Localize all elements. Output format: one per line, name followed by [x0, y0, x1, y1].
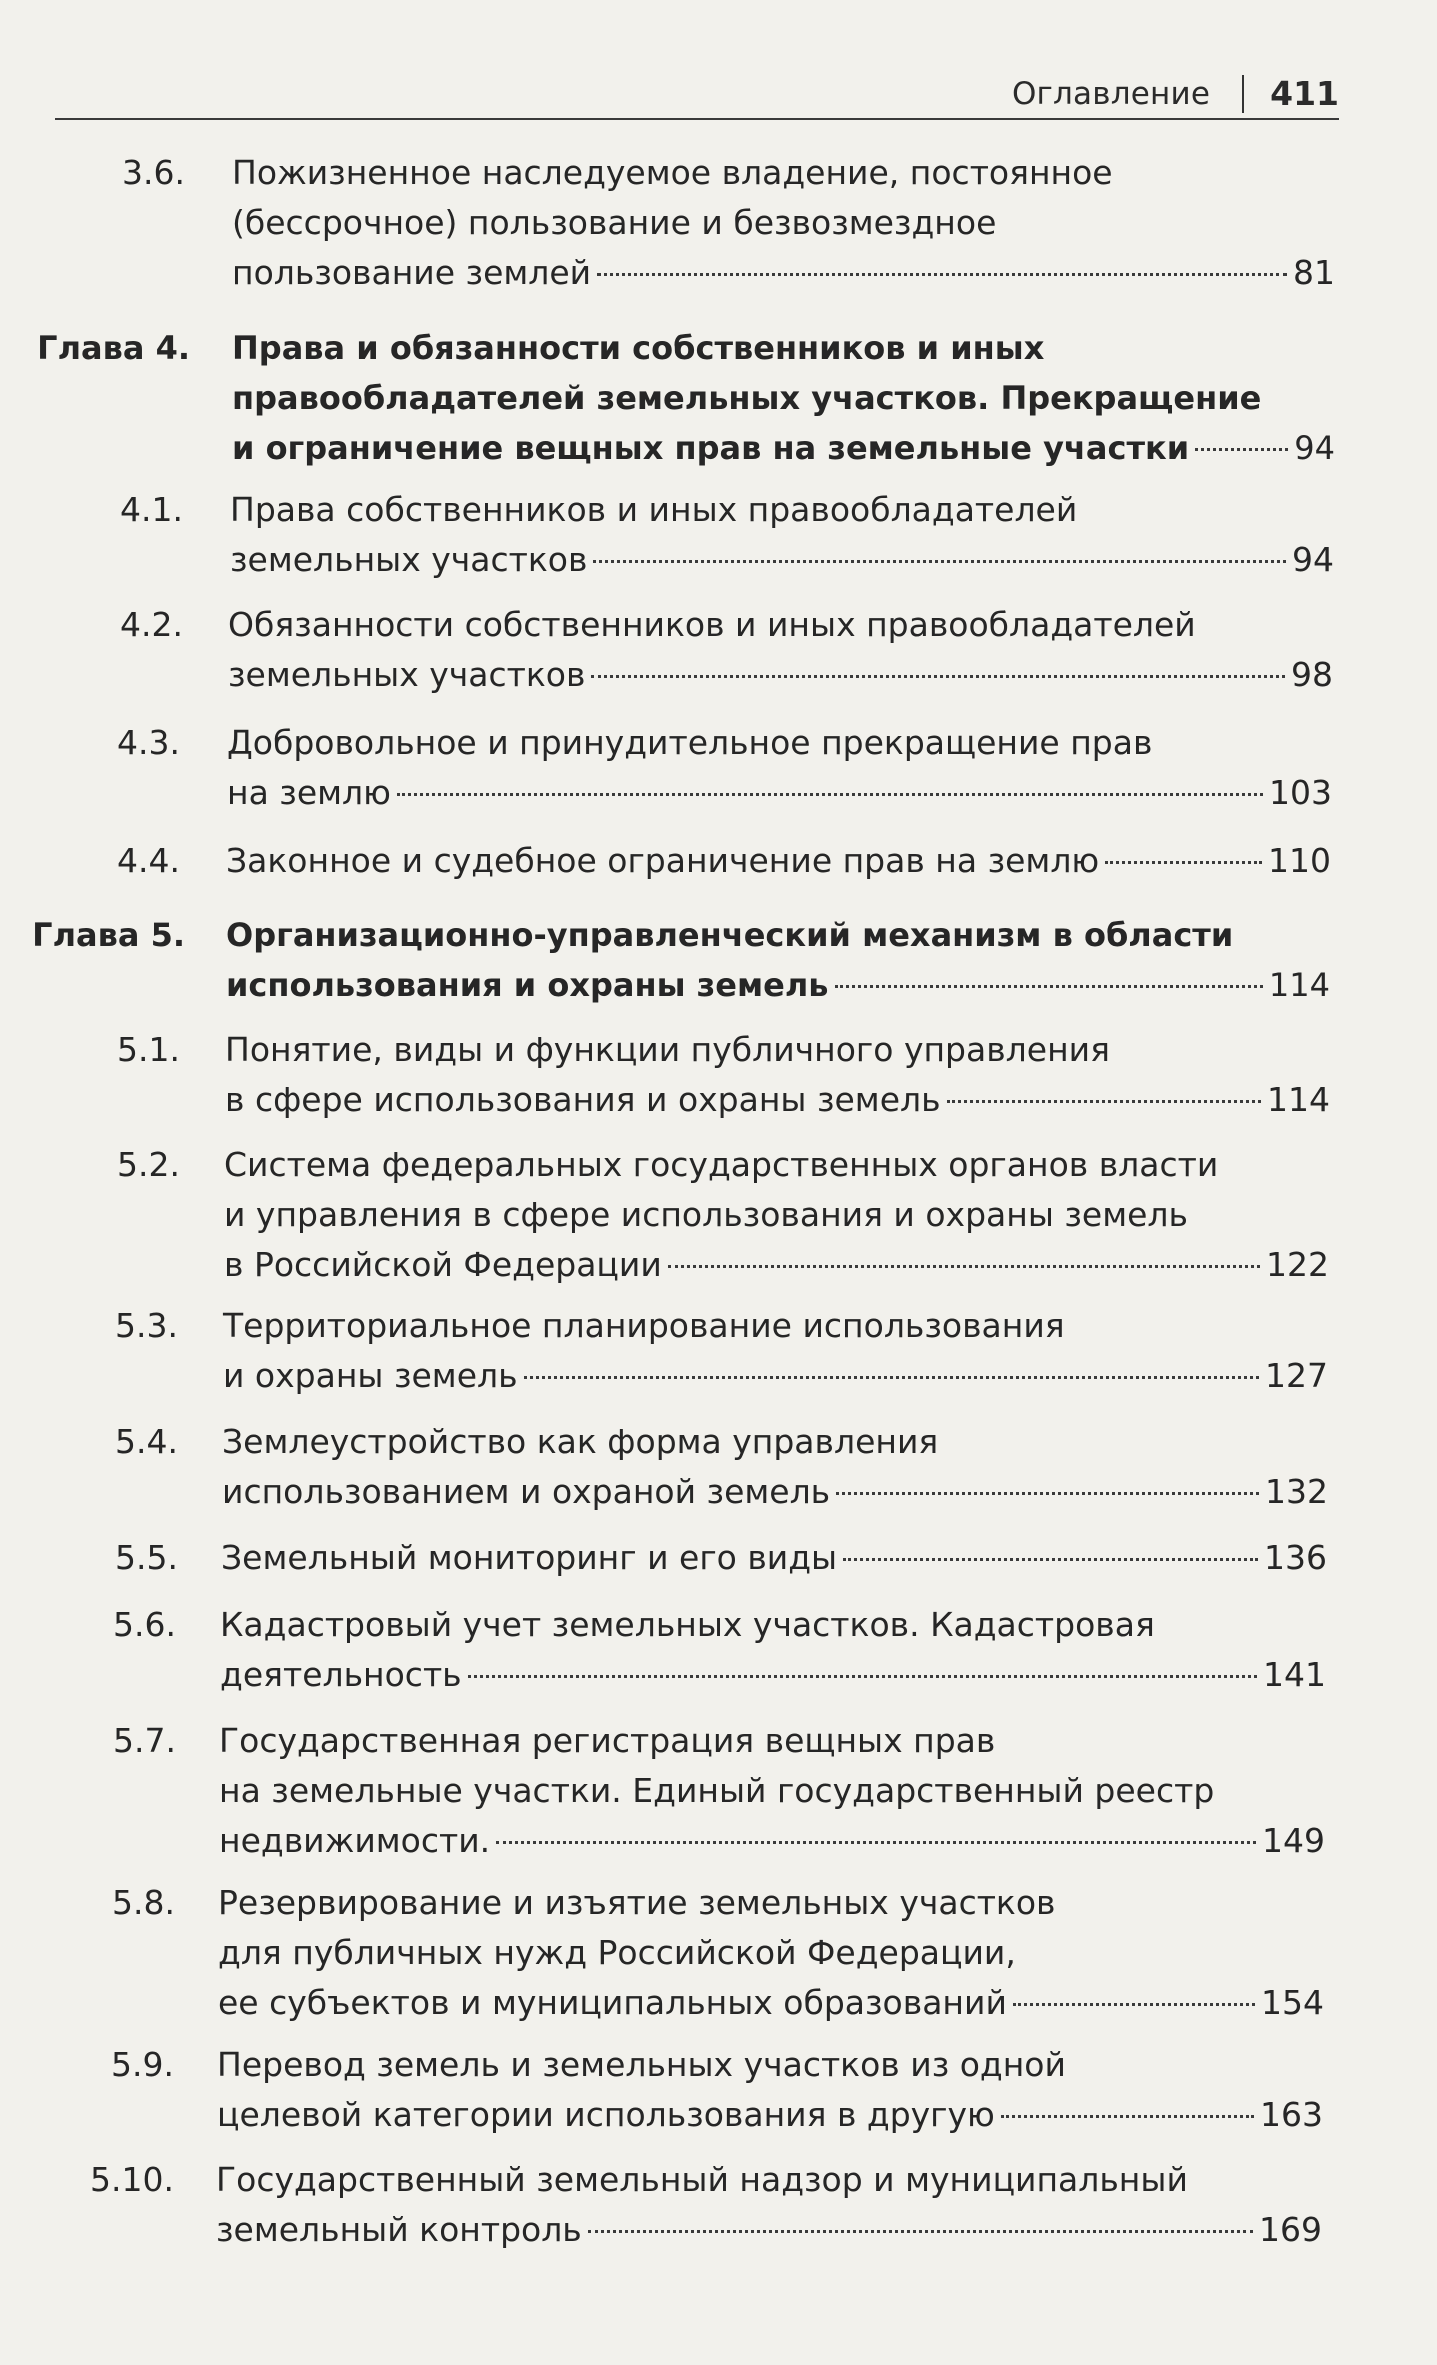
- toc-entry-title: [216, 2155, 1322, 2255]
- toc-title-text: земельный контроль: [216, 2210, 582, 2249]
- toc-entry-number: 5.10.: [90, 2160, 174, 2199]
- toc-title-text: Земельный мониторинг и его виды: [221, 1538, 838, 1577]
- dot-leader: [496, 1841, 1256, 1844]
- toc-entry-number: Глава 5.: [32, 916, 185, 954]
- toc-entry-number: 5.6.: [113, 1605, 176, 1644]
- dot-leader: [593, 560, 1286, 563]
- toc-title-line: [222, 1467, 1328, 1517]
- dot-leader: [591, 675, 1285, 678]
- toc-page-number: 94: [1292, 540, 1334, 579]
- toc-entry-number: 4.4.: [117, 841, 180, 880]
- toc-page-number: 81: [1293, 253, 1335, 292]
- toc-title-line: Кадастровый учет земельных участков. Кадастровая: [220, 1605, 1155, 1644]
- toc-title-line: Добровольное и принудительное прекращение прав: [227, 723, 1153, 762]
- toc-entry-number: Глава 4.: [37, 329, 190, 367]
- toc-title-line: [225, 1075, 1330, 1125]
- toc-entry-title: [227, 718, 1332, 818]
- header-rule: [55, 118, 1339, 120]
- toc-title-text: земельных участков: [228, 655, 586, 694]
- toc-entry-number: 5.9.: [111, 2045, 174, 2084]
- toc-page-number: 136: [1264, 1538, 1327, 1577]
- toc-title-line: Права собственников и иных правообладателей: [230, 490, 1078, 529]
- dot-leader: [835, 985, 1263, 988]
- toc-title-text: ее субъектов и муниципальных образований: [218, 1983, 1007, 2022]
- dot-leader: [947, 1100, 1261, 1103]
- toc-title-line: Перевод земель и земельных участков из одной: [217, 2045, 1066, 2084]
- toc-entry-title: [226, 836, 1331, 886]
- toc-title-text: недвижимости.: [219, 1821, 491, 1860]
- toc-title-line: Государственная регистрация вещных прав: [219, 1721, 996, 1760]
- toc-title-line: [226, 960, 1330, 1010]
- toc-title-text: использования и охраны земель: [226, 966, 829, 1004]
- toc-entry-title: [232, 323, 1335, 473]
- dot-leader: [468, 1675, 1257, 1678]
- toc-entry-title: [217, 2040, 1323, 2140]
- toc-title-line: Права и обязанности собственников и иных: [232, 329, 1045, 367]
- dot-leader: [836, 1492, 1259, 1495]
- toc-title-line: Система федеральных государственных органов власти: [224, 1145, 1219, 1184]
- toc-entry-number: 4.3.: [117, 723, 180, 762]
- toc-entry-number: 5.8.: [112, 1883, 175, 1922]
- toc-page-number: 114: [1268, 966, 1330, 1004]
- toc-title-text: на землю: [227, 773, 391, 812]
- toc-entry-number: 5.4.: [115, 1422, 178, 1461]
- toc-page-number: 141: [1263, 1655, 1326, 1694]
- toc-title-line: [228, 650, 1333, 700]
- toc-page-number: 132: [1265, 1472, 1328, 1511]
- toc-entry-title: [218, 1878, 1324, 2028]
- toc-entry-number: 3.6.: [122, 153, 185, 192]
- toc-title-line: Пожизненное наследуемое владение, постоянное: [232, 153, 1113, 192]
- toc-entry-title: [222, 1417, 1328, 1517]
- toc-title-line: Организационно-управленческий механизм в области: [226, 916, 1234, 954]
- toc-title-text: пользование землей: [232, 253, 592, 292]
- toc-entry-number: 5.5.: [115, 1538, 178, 1577]
- toc-page-number: 127: [1265, 1356, 1328, 1395]
- toc-page-number: 169: [1259, 2210, 1322, 2249]
- toc-title-line: [220, 1650, 1326, 1700]
- toc-entry-number: 5.3.: [115, 1306, 178, 1345]
- toc-entry-title: [223, 1301, 1328, 1401]
- dot-leader: [588, 2230, 1253, 2233]
- toc-title-text: деятельность: [220, 1655, 462, 1694]
- toc-entry-title: [224, 1140, 1329, 1290]
- toc-title-line: Государственный земельный надзор и муниципальный: [216, 2160, 1188, 2199]
- toc-title-line: Землеустройство как форма управления: [222, 1422, 939, 1461]
- page-number: 411: [1270, 74, 1339, 113]
- toc-title-text: в Российской Федерации: [224, 1245, 662, 1284]
- dot-leader: [668, 1265, 1260, 1268]
- toc-page-number: 94: [1294, 429, 1335, 467]
- toc-entry-title: [225, 1025, 1330, 1125]
- toc-entry-title: [226, 910, 1330, 1010]
- toc-entry-title: [230, 485, 1334, 585]
- toc-page-number: 154: [1261, 1983, 1324, 2022]
- toc-title-line: Территориальное планирование использования: [223, 1306, 1065, 1345]
- toc-title-line: [218, 1978, 1324, 2028]
- dot-leader: [1195, 448, 1288, 451]
- toc-title-line: [226, 836, 1331, 886]
- toc-title-line: [227, 768, 1332, 818]
- toc-title-line: [217, 2090, 1323, 2140]
- toc-title-line: [221, 1533, 1327, 1583]
- toc-title-line: [232, 248, 1335, 298]
- toc-title-text: и охраны земель: [223, 1356, 518, 1395]
- toc-page-number: 110: [1268, 841, 1331, 880]
- dot-leader: [843, 1558, 1258, 1561]
- toc-title-line: для публичных нужд Российской Федерации,: [218, 1933, 1016, 1972]
- toc-title-text: земельных участков: [230, 540, 588, 579]
- toc-entry-number: 5.7.: [113, 1721, 176, 1760]
- dot-leader: [1001, 2115, 1254, 2118]
- toc-entry-title: [221, 1533, 1327, 1583]
- toc-title-line: на земельные участки. Единый государственный реестр: [219, 1771, 1215, 1810]
- toc-title-line: [216, 2205, 1322, 2255]
- dot-leader: [1013, 2003, 1255, 2006]
- toc-title-line: Понятие, виды и функции публичного управления: [225, 1030, 1110, 1069]
- toc-page-number: 163: [1260, 2095, 1323, 2134]
- toc-page-number: 149: [1262, 1821, 1325, 1860]
- toc-title-line: и управления в сфере использования и охраны земель: [224, 1195, 1188, 1234]
- toc-title-text: и ограничение вещных прав на земельные участки: [232, 429, 1190, 467]
- dot-leader: [597, 273, 1287, 276]
- toc-title-text: целевой категории использования в другую: [217, 2095, 995, 2134]
- toc-entry-title: [232, 148, 1335, 298]
- toc-title-line: Резервирование и изъятие земельных участков: [218, 1883, 1056, 1922]
- toc-entry-title: [220, 1600, 1326, 1700]
- toc-title-line: Обязанности собственников и иных правообладателей: [228, 605, 1196, 644]
- running-header: [1012, 74, 1339, 113]
- toc-title-text: Законное и судебное ограничение прав на землю: [226, 841, 1100, 880]
- toc-title-text: в сфере использования и охраны земель: [225, 1080, 941, 1119]
- toc-title-line: [219, 1816, 1325, 1866]
- toc-title-line: [223, 1351, 1328, 1401]
- header-separator: [1242, 75, 1244, 113]
- toc-entry-number: 4.1.: [120, 490, 183, 529]
- running-header-title: Оглавление: [1011, 75, 1211, 112]
- toc-entry-number: 5.2.: [117, 1145, 180, 1184]
- toc-title-line: правообладателей земельных участков. Прекращение: [232, 379, 1262, 417]
- toc-entry-title: [228, 600, 1333, 700]
- dot-leader: [1105, 861, 1262, 864]
- toc-title-line: [224, 1240, 1329, 1290]
- toc-entry-number: 4.2.: [120, 605, 183, 644]
- toc-title-line: (бессрочное) пользование и безвозмездное: [232, 203, 997, 242]
- dot-leader: [524, 1376, 1259, 1379]
- toc-page-number: 114: [1267, 1080, 1330, 1119]
- toc-page-number: 103: [1269, 773, 1332, 812]
- toc-title-text: использованием и охраной земель: [222, 1472, 831, 1511]
- toc-page-number: 122: [1266, 1245, 1329, 1284]
- toc-title-line: [232, 423, 1335, 473]
- toc-title-line: [230, 535, 1334, 585]
- toc-entry-title: [219, 1716, 1325, 1866]
- toc-page-number: 98: [1291, 655, 1333, 694]
- toc-entry-number: 5.1.: [117, 1030, 180, 1069]
- dot-leader: [397, 793, 1263, 796]
